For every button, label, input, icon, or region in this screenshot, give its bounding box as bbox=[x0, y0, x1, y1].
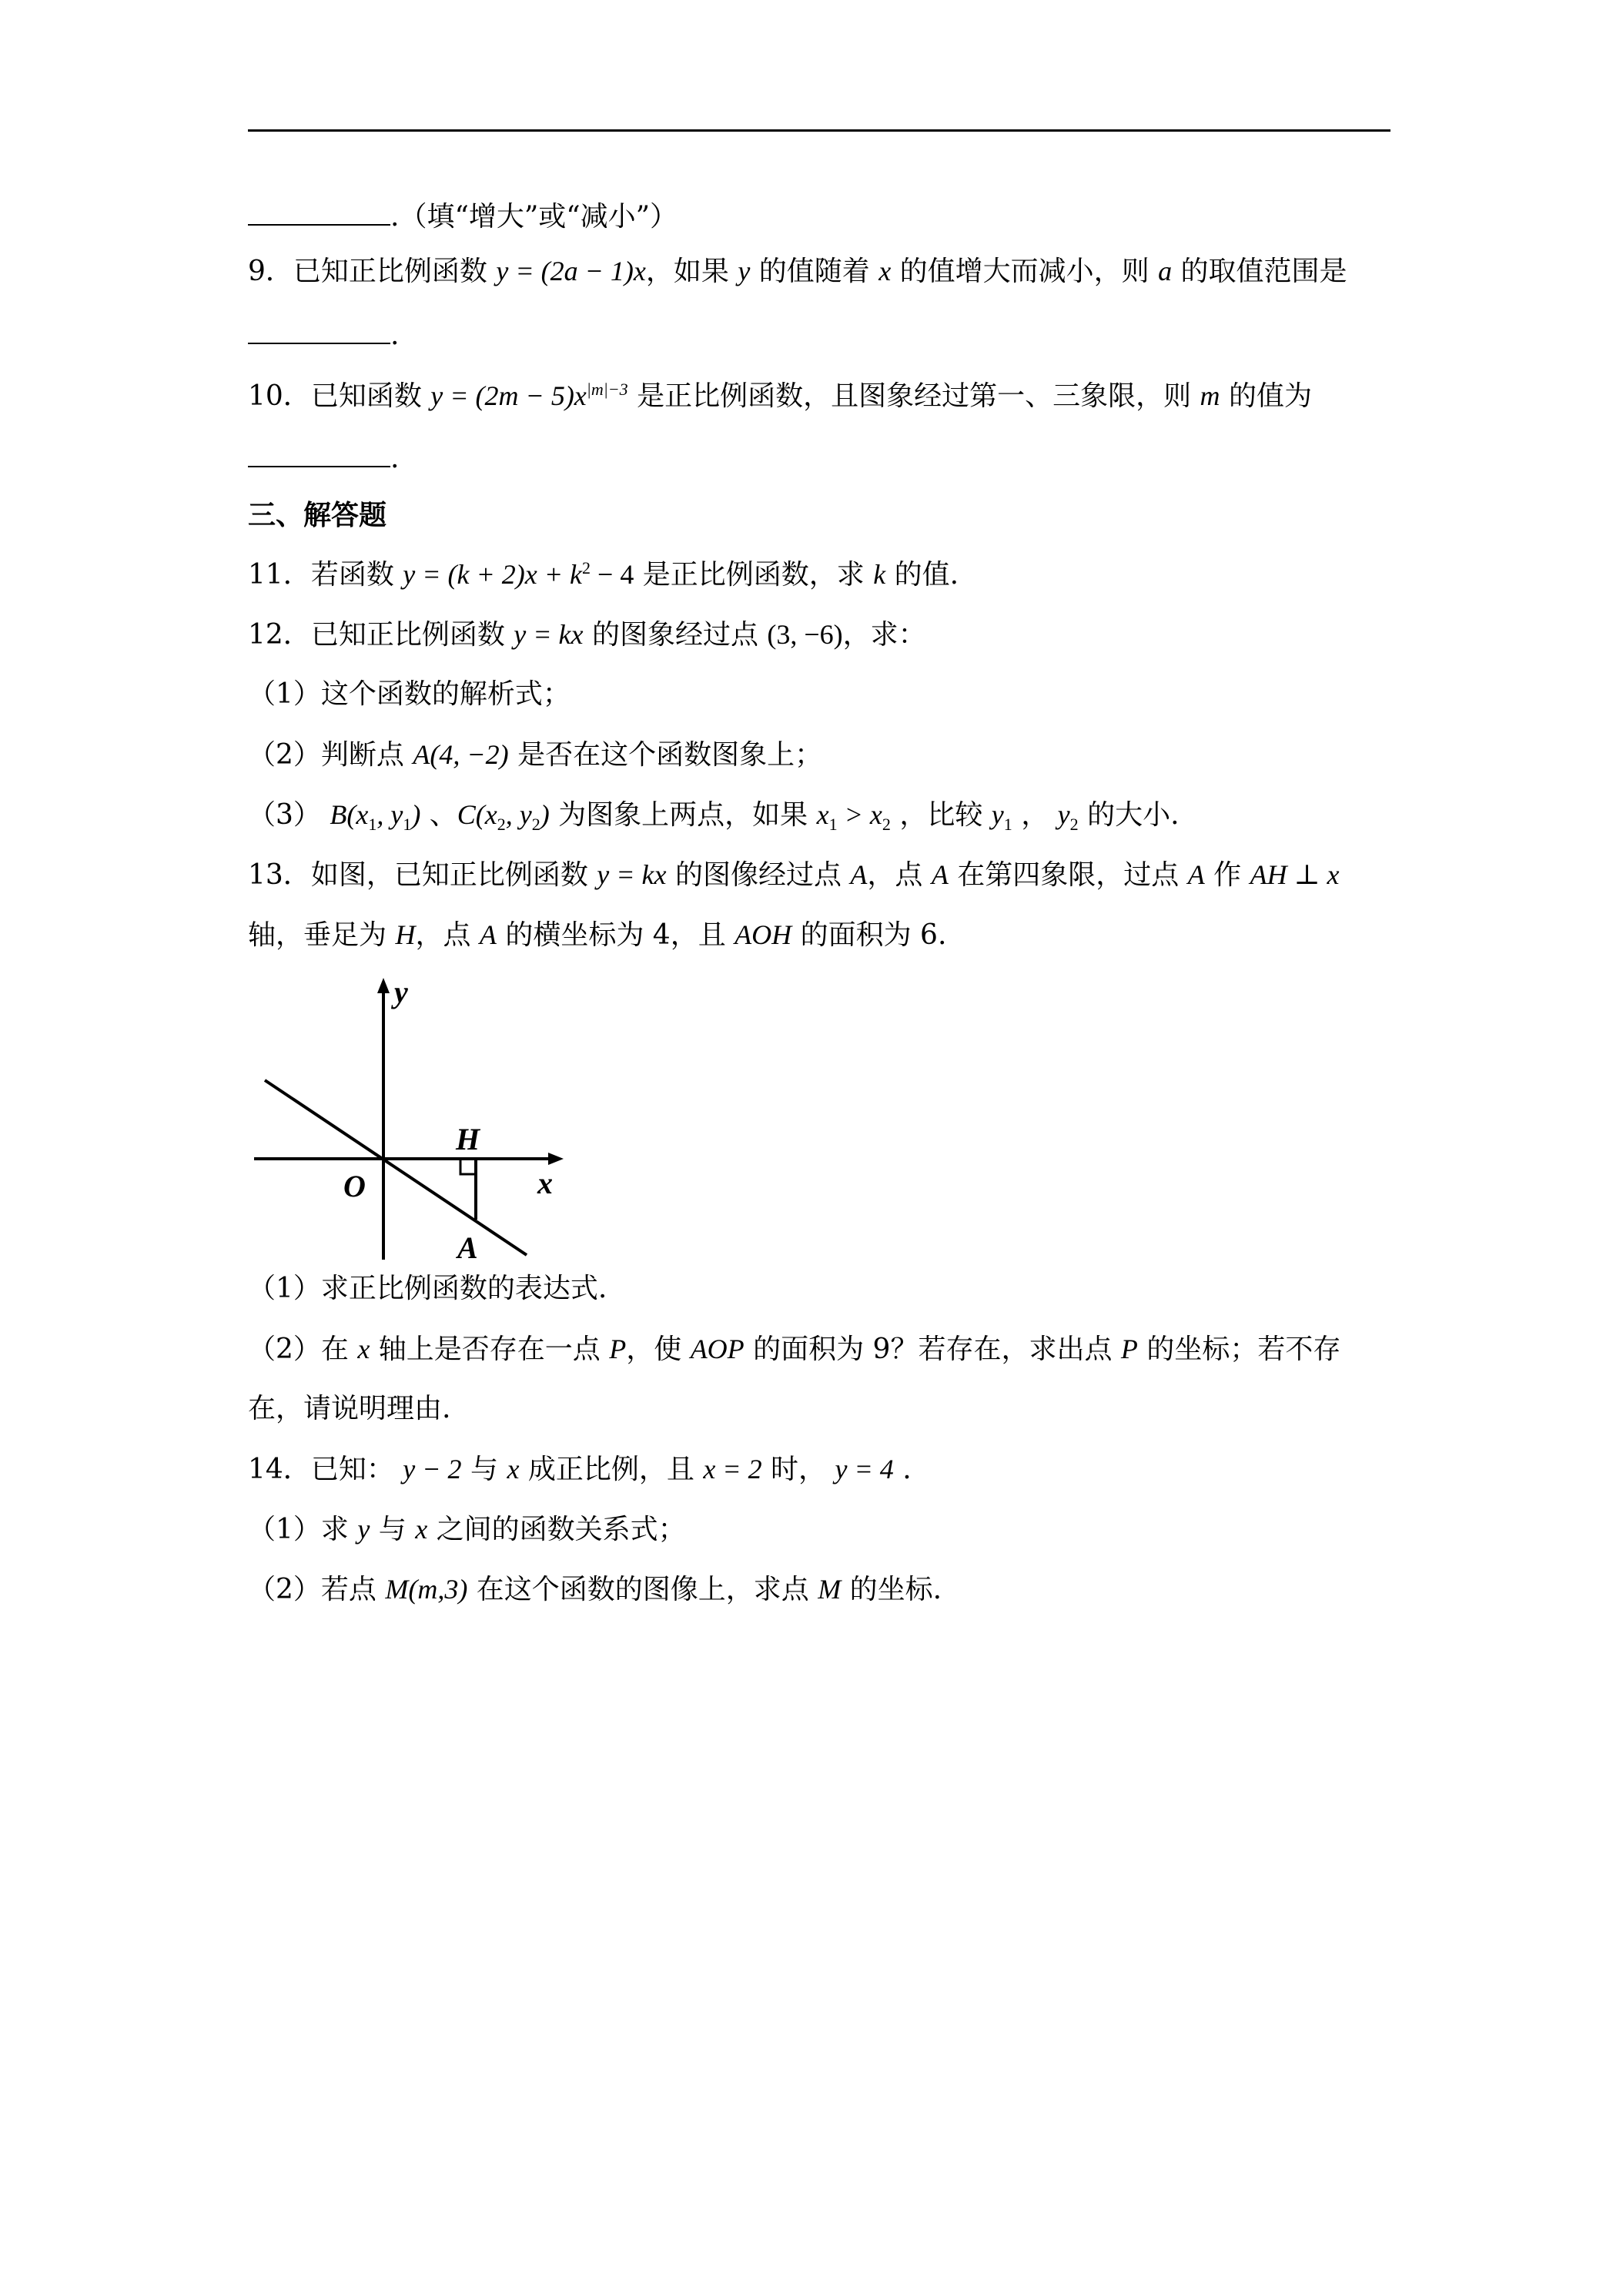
x-axis-arrow bbox=[548, 1153, 564, 1165]
q8-tail: .（填“增大”或“减小”） bbox=[248, 199, 1390, 236]
section-title: 三、解答题 bbox=[248, 500, 387, 531]
coordinate-figure bbox=[248, 976, 571, 1261]
header-rule bbox=[248, 129, 1390, 132]
y-axis-label: y bbox=[394, 976, 408, 1009]
q14-part-1: （1）求 y 与 x 之间的函数关系式； bbox=[248, 1514, 686, 1545]
q9-answer-line: . bbox=[248, 317, 1390, 354]
q12-part-2: （2）判断点 A(4, −2) 是否在这个函数图象上； bbox=[248, 739, 823, 771]
q14-part-2: （2）若点 M(m,3) 在这个函数的图像上，求点 M 的坐标. bbox=[248, 1574, 942, 1605]
y-axis-arrow bbox=[377, 978, 390, 993]
q13-part-2-cont: 在，请说明理由. bbox=[248, 1393, 451, 1424]
q10-answer-line: . bbox=[248, 440, 1390, 477]
answer-blank bbox=[248, 443, 390, 467]
answer-blank bbox=[248, 320, 390, 344]
point-h-label: H bbox=[456, 1122, 480, 1156]
answer-blank bbox=[248, 201, 390, 226]
q13-part-2: （2）在 x 轴上是否存在一点 P，使 AOP 的面积为 9？若存在，求出点 P 的坐标；若不存 bbox=[248, 1334, 1341, 1365]
question-9: 9．已知正比例函数 y = (2a − 1)x，如果 y 的值随着 x 的值增大而减小，则 a 的取值范围是 bbox=[248, 256, 1347, 287]
question-12: 12．已知正比例函数 y = kx 的图象经过点 (3, −6)，求： bbox=[248, 619, 926, 651]
q9-formula: y = (2a − 1)x bbox=[496, 256, 646, 286]
question-13: 13．如图，已知正比例函数 y = kx 的图像经过点 A，点 A 在第四象限，过点 A 作 AH ⊥ x bbox=[248, 859, 1340, 891]
q12-part-1: （1）这个函数的解析式； bbox=[248, 678, 571, 710]
q13-line-2: 轴，垂足为 H，点 A 的横坐标为 4，且 AOH 的面积为 6. bbox=[248, 919, 947, 951]
question-11: 11．若函数 $y = (k + 2)x + k^2 - 4$ 是正比例函数，求 k 的值. bbox=[248, 558, 959, 591]
origin-label: O bbox=[343, 1169, 366, 1203]
q10-exponent: |m|−3 bbox=[586, 380, 628, 399]
right-angle-marker bbox=[460, 1159, 476, 1174]
question-14: 14．已知： y − 2 与 x 成正比例，且 x = 2 时， y = 4 . bbox=[248, 1454, 912, 1485]
q12-part-3: （3） $B(x_1$, $y_1$) 、$C(x_2$, $y_2$) 为图象上两点，如果 $x_1 > x_2$ ，比较 $y_1$ ， $y_2$ 的大小. bbox=[248, 799, 1180, 835]
x-axis-label: x bbox=[537, 1166, 553, 1200]
q13-part-1: （1）求正比例函数的表达式. bbox=[248, 1273, 607, 1304]
question-10: 10．已知函数 $y = (2m - 5)x^{|m|-3}$ 是正比例函数，且图象经过第一、三象限，则 m 的值为 bbox=[248, 380, 1312, 412]
function-line bbox=[265, 1080, 527, 1255]
point-a-label: A bbox=[457, 1230, 478, 1261]
q10-formula: y = (2m − 5)x bbox=[430, 380, 587, 411]
